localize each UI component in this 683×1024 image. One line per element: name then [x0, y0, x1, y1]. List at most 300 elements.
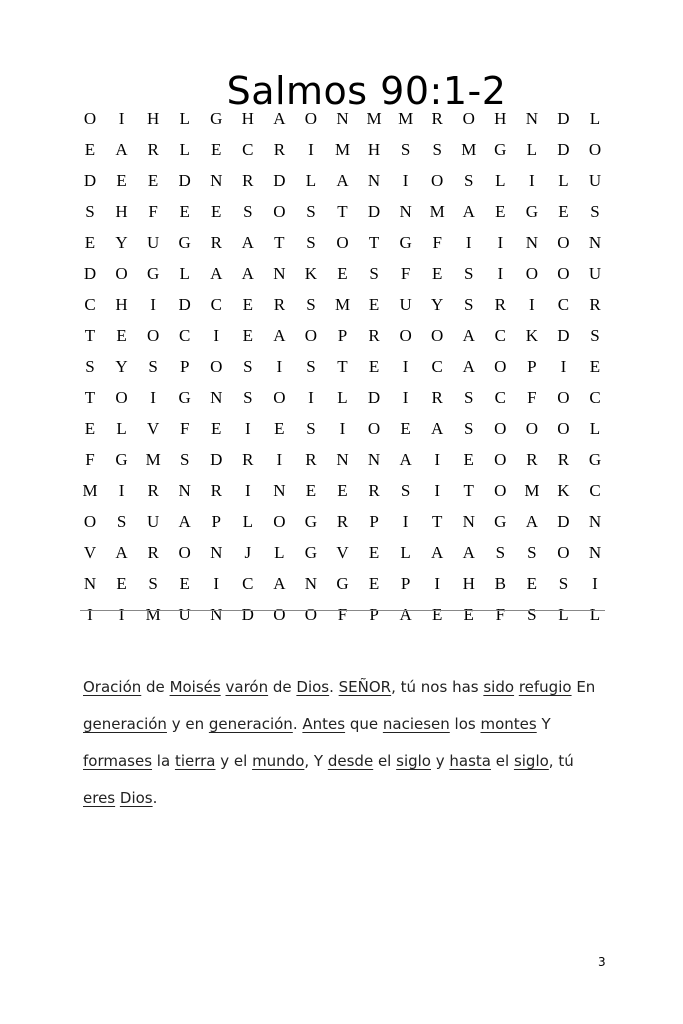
grid-letter: U [178, 605, 191, 624]
target-word: Dios [119, 789, 153, 807]
grid-letter: V [336, 543, 349, 562]
grid-letter: O [273, 202, 286, 221]
grid-letter: N [336, 109, 349, 128]
grid-letter: P [527, 357, 537, 376]
grid-letter: O [431, 326, 444, 345]
grid-letter: N [273, 481, 286, 500]
grid-letter: L [558, 605, 569, 624]
grid-letter: O [304, 326, 318, 345]
grid-letter: L [558, 171, 569, 190]
grid-letter: Y [115, 233, 128, 252]
grid-letter: C [589, 481, 601, 500]
grid-letter: R [368, 326, 380, 345]
grid-letter: I [87, 605, 93, 624]
grid-letter: R [210, 233, 222, 252]
grid-letter: O [588, 140, 602, 159]
grid-letter: F [179, 419, 190, 438]
grid-row [80, 475, 605, 506]
grid-letter: H [367, 140, 381, 159]
grid-letter: M [461, 140, 477, 159]
grid-letter: E [274, 419, 285, 438]
grid-letter: R [147, 543, 159, 562]
grid-letter: L [242, 512, 253, 531]
grid-letter: L [589, 419, 601, 438]
grid-letter: H [115, 295, 128, 314]
grid-letter: M [429, 202, 445, 221]
target-word: siglo [396, 752, 431, 770]
grid-letter: I [560, 357, 567, 376]
grid-letter: N [304, 574, 318, 593]
grid-letter: E [526, 574, 538, 593]
grid-letter: O [557, 233, 570, 252]
grid-letter: T [463, 481, 474, 500]
grid-letter: P [179, 357, 190, 376]
grid-letter: E [431, 264, 443, 283]
grid-letter: E [179, 574, 190, 593]
grid-letter: Y [431, 295, 444, 314]
grid-letter: D [178, 295, 191, 314]
target-word: generación [83, 715, 167, 733]
verse-fragment: , tú nos has [391, 678, 484, 696]
grid-letter: I [497, 233, 504, 252]
grid-letter: G [115, 450, 128, 469]
grid-letter: N [210, 543, 223, 562]
grid-letter: N [210, 171, 223, 190]
grid-letter: R [210, 481, 222, 500]
grid-letter: D [367, 388, 381, 407]
verse-fragment: que [345, 715, 383, 733]
grid-letter: N [525, 233, 539, 252]
grid-letter: E [242, 326, 253, 345]
grid-letter: D [83, 264, 97, 283]
grid-row [80, 227, 605, 258]
grid-letter: R [589, 295, 601, 314]
grid-letter: A [210, 264, 223, 283]
verse-fragment: , tú [548, 752, 574, 770]
grid-letter: G [336, 574, 349, 593]
grid-letter: P [211, 512, 221, 531]
grid-letter: O [399, 326, 412, 345]
grid-letter: P [369, 512, 379, 531]
grid-letter: N [273, 264, 286, 283]
grid-letter: D [557, 512, 570, 531]
grid-letter: S [432, 140, 442, 159]
grid-letter: S [148, 574, 158, 593]
grid-letter: U [146, 512, 160, 531]
grid-letter: E [116, 574, 127, 593]
grid-letter: T [274, 233, 285, 252]
grid-letter: S [243, 202, 253, 221]
grid-letter: E [368, 543, 380, 562]
grid-letter: N [588, 543, 602, 562]
grid-letter: R [526, 450, 538, 469]
grid-letter: R [557, 450, 570, 469]
grid-letter: C [242, 574, 254, 593]
grid-row [80, 351, 605, 382]
grid-letter: G [525, 202, 539, 221]
grid-letter: S [243, 388, 253, 407]
verse-fragment: . [292, 715, 303, 733]
verse-fragment: el [491, 752, 514, 770]
target-word: naciesen [382, 715, 450, 733]
page-title: Salmos 90:1-2 [226, 69, 507, 114]
target-word: sido [483, 678, 515, 696]
grid-letter: S [306, 295, 316, 314]
target-word: Oración [83, 678, 142, 696]
grid-letter: S [306, 357, 316, 376]
grid-letter: L [400, 543, 411, 562]
grid-letter: A [462, 202, 475, 221]
grid-letter: A [273, 574, 286, 593]
grid-letter: I [434, 450, 441, 469]
grid-letter: A [399, 450, 412, 469]
grid-letter: O [178, 543, 191, 562]
grid-letter: E [147, 171, 159, 190]
grid-letter: K [525, 326, 539, 345]
grid-letter: A [241, 233, 254, 252]
divider [80, 610, 605, 611]
grid-letter: E [84, 140, 96, 159]
grid-letter: L [495, 171, 506, 190]
grid-letter: T [337, 357, 348, 376]
target-word: refugio [518, 678, 572, 696]
grid-letter: P [369, 605, 379, 624]
verse-fragment: el [373, 752, 397, 770]
target-word: montes [480, 715, 537, 733]
grid-letter: T [368, 233, 380, 252]
grid-letter: O [367, 419, 381, 438]
grid-letter: D [273, 171, 286, 190]
grid-letter: E [400, 419, 411, 438]
grid-letter: A [462, 326, 475, 345]
target-word: varón [225, 678, 269, 696]
grid-letter: L [116, 419, 127, 438]
grid-row [80, 258, 605, 289]
verse-fragment: , Y [304, 752, 328, 770]
grid-letter: O [494, 419, 507, 438]
grid-letter: O [525, 419, 539, 438]
grid-letter: I [118, 605, 125, 624]
grid-row [80, 165, 605, 196]
grid-letter: D [83, 171, 97, 190]
target-word: Moisés [169, 678, 221, 696]
grid-letter: D [557, 140, 570, 159]
grid-letter: O [210, 357, 223, 376]
grid-letter: L [179, 264, 190, 283]
grid-letter: G [588, 450, 602, 469]
grid-letter: L [589, 605, 601, 624]
grid-row [80, 382, 605, 413]
grid-row [80, 599, 605, 630]
grid-letter: E [84, 419, 96, 438]
grid-letter: M [145, 605, 161, 624]
grid-letter: N [588, 512, 602, 531]
grid-letter: E [495, 202, 506, 221]
grid-letter: C [431, 357, 443, 376]
target-word: tierra [174, 752, 216, 770]
verse-fragment: . [329, 678, 339, 696]
grid-letter: O [431, 171, 444, 190]
grid-letter: H [462, 574, 475, 593]
grid-letter: O [83, 109, 97, 128]
grid-letter: G [146, 264, 160, 283]
grid-letter: R [147, 481, 159, 500]
grid-letter: G [304, 543, 318, 562]
grid-letter: H [241, 109, 254, 128]
target-word: desde [327, 752, 374, 770]
verse-fragment: Y [536, 715, 551, 733]
grid-row [80, 103, 605, 134]
grid-letter: N [210, 388, 223, 407]
grid-letter: L [179, 140, 190, 159]
grid-letter: S [464, 388, 474, 407]
grid-letter: K [304, 264, 318, 283]
grid-letter: E [463, 450, 474, 469]
grid-letter: C [494, 326, 506, 345]
grid-row [80, 320, 605, 351]
grid-letter: E [558, 202, 569, 221]
grid-letter: S [464, 295, 474, 314]
grid-letter: H [115, 202, 128, 221]
grid-letter: N [399, 202, 412, 221]
grid-letter: R [242, 450, 254, 469]
grid-letter: N [367, 171, 381, 190]
grid-letter: I [118, 109, 125, 128]
grid-letter: S [85, 202, 95, 221]
grid-letter: C [84, 295, 96, 314]
grid-letter: E [242, 295, 253, 314]
grid-letter: S [306, 202, 316, 221]
grid-letter: I [497, 264, 504, 283]
grid-letter: H [494, 109, 507, 128]
grid-letter: P [337, 326, 348, 345]
grid-letter: O [494, 357, 507, 376]
grid-letter: G [494, 512, 507, 531]
grid-letter: M [334, 295, 351, 314]
target-word: Antes [302, 715, 346, 733]
grid-letter: A [431, 543, 444, 562]
grid-letter: B [494, 574, 506, 593]
grid-letter: F [400, 264, 411, 283]
grid-letter: T [84, 388, 96, 407]
grid-letter: I [244, 419, 251, 438]
grid-letter: G [178, 233, 191, 252]
grid-letter: A [115, 140, 128, 159]
grid-letter: G [210, 109, 223, 128]
grid-letter: O [115, 388, 128, 407]
grid-letter: N [525, 109, 539, 128]
grid-letter: G [494, 140, 507, 159]
grid-letter: E [337, 481, 348, 500]
verse-fragment: y en [166, 715, 209, 733]
grid-row [80, 568, 605, 599]
grid-letter: M [366, 109, 382, 128]
target-word: formases [83, 752, 153, 770]
grid-letter: A [462, 543, 475, 562]
grid-letter: I [308, 388, 314, 407]
grid-letter: E [463, 605, 474, 624]
grid-letter: E [337, 264, 348, 283]
grid-letter: I [339, 419, 346, 438]
grid-letter: T [337, 202, 348, 221]
grid-letter: N [210, 605, 223, 624]
grid-row [80, 413, 605, 444]
grid-letter: S [85, 357, 95, 376]
grid-letter: S [590, 202, 600, 221]
grid-row [80, 444, 605, 475]
grid-letter: M [524, 481, 540, 500]
verse-text [83, 669, 603, 817]
verse-fragment: y [430, 752, 450, 770]
grid-letter: L [274, 543, 285, 562]
grid-letter: N [367, 450, 381, 469]
grid-letter: I [118, 481, 125, 500]
grid-letter: E [84, 233, 96, 252]
grid-letter: A [431, 419, 444, 438]
grid-letter: C [494, 388, 506, 407]
grid-letter: S [116, 512, 127, 531]
grid-letter: E [368, 357, 380, 376]
grid-letter: O [146, 326, 160, 345]
grid-letter: O [83, 512, 97, 531]
grid-letter: C [210, 295, 222, 314]
target-word: generación [208, 715, 293, 733]
grid-letter: I [434, 481, 441, 500]
grid-letter: S [369, 264, 379, 283]
grid-letter: D [210, 450, 223, 469]
grid-letter: K [557, 481, 570, 500]
grid-letter: M [82, 481, 98, 500]
grid-letter: C [557, 295, 570, 314]
grid-letter: M [334, 140, 351, 159]
grid-letter: S [243, 357, 253, 376]
grid-letter: S [400, 140, 411, 159]
grid-row [80, 289, 605, 320]
grid-letter: C [589, 388, 601, 407]
grid-letter: O [115, 264, 128, 283]
grid-letter: N [588, 233, 602, 252]
grid-letter: S [306, 233, 316, 252]
grid-letter: D [557, 109, 570, 128]
grid-letter: E [116, 171, 127, 190]
grid-letter: S [558, 574, 569, 593]
grid-letter: S [148, 357, 158, 376]
grid-letter: R [242, 171, 254, 190]
grid-letter: I [402, 512, 409, 531]
grid-letter: E [211, 419, 222, 438]
grid-letter: G [304, 512, 318, 531]
grid-letter: O [462, 109, 475, 128]
grid-letter: R [147, 140, 159, 159]
verse-fragment: En [571, 678, 596, 696]
grid-letter: R [431, 388, 443, 407]
grid-letter: N [178, 481, 191, 500]
grid-letter: O [557, 419, 570, 438]
grid-letter: F [432, 233, 442, 252]
grid-letter: N [336, 450, 349, 469]
grid-letter: A [273, 109, 286, 128]
grid-letter: A [115, 543, 128, 562]
grid-letter: I [213, 574, 220, 593]
page-number: 3 [598, 955, 606, 969]
grid-letter: T [431, 512, 443, 531]
grid-letter: C [242, 140, 254, 159]
grid-letter: E [368, 574, 380, 593]
grid-letter: I [465, 233, 472, 252]
grid-letter: A [241, 264, 254, 283]
grid-letter: S [179, 450, 190, 469]
target-word: SEÑOR [338, 678, 392, 696]
grid-letter: O [494, 450, 507, 469]
grid-row [80, 506, 605, 537]
grid-letter: A [399, 605, 412, 624]
target-word: hasta [449, 752, 491, 770]
grid-letter: S [464, 171, 474, 190]
grid-letter: E [305, 481, 317, 500]
grid-letter: A [525, 512, 539, 531]
grid-letter: E [179, 202, 190, 221]
verse-fragment: los [449, 715, 481, 733]
grid-letter: D [367, 202, 381, 221]
grid-letter: G [399, 233, 412, 252]
target-word: siglo [513, 752, 549, 770]
grid-letter: I [434, 574, 441, 593]
grid-letter: D [557, 326, 570, 345]
word-search-grid [80, 103, 605, 630]
grid-letter: I [308, 140, 314, 159]
grid-letter: F [337, 605, 348, 624]
grid-letter: U [588, 264, 602, 283]
grid-letter: E [368, 295, 380, 314]
grid-letter: F [85, 450, 95, 469]
grid-letter: O [336, 233, 349, 252]
grid-letter: R [368, 481, 380, 500]
grid-letter: U [146, 233, 160, 252]
grid-letter: I [244, 481, 251, 500]
grid-letter: O [525, 264, 539, 283]
target-word: Dios [296, 678, 330, 696]
verse-fragment: y el [215, 752, 253, 770]
grid-letter: L [337, 388, 348, 407]
grid-letter: P [400, 574, 411, 593]
grid-letter: N [462, 512, 475, 531]
grid-letter: O [273, 605, 286, 624]
grid-letter: L [179, 109, 190, 128]
grid-letter: R [273, 140, 286, 159]
grid-row [80, 537, 605, 568]
grid-letter: L [589, 109, 601, 128]
grid-letter: E [211, 140, 222, 159]
verse-fragment: de [141, 678, 170, 696]
grid-letter: G [178, 388, 191, 407]
grid-letter: I [402, 171, 409, 190]
grid-letter: I [529, 171, 535, 190]
grid-letter: E [589, 357, 601, 376]
grid-letter: M [145, 450, 161, 469]
grid-letter: I [402, 388, 409, 407]
grid-row [80, 134, 605, 165]
grid-row [80, 196, 605, 227]
grid-letter: I [150, 295, 156, 314]
grid-letter: J [244, 543, 252, 562]
grid-letter: S [400, 481, 411, 500]
grid-letter: S [464, 419, 474, 438]
grid-letter: S [306, 419, 316, 438]
grid-letter: O [304, 605, 318, 624]
grid-letter: F [148, 202, 158, 221]
grid-letter: T [84, 326, 96, 345]
grid-letter: L [526, 140, 538, 159]
